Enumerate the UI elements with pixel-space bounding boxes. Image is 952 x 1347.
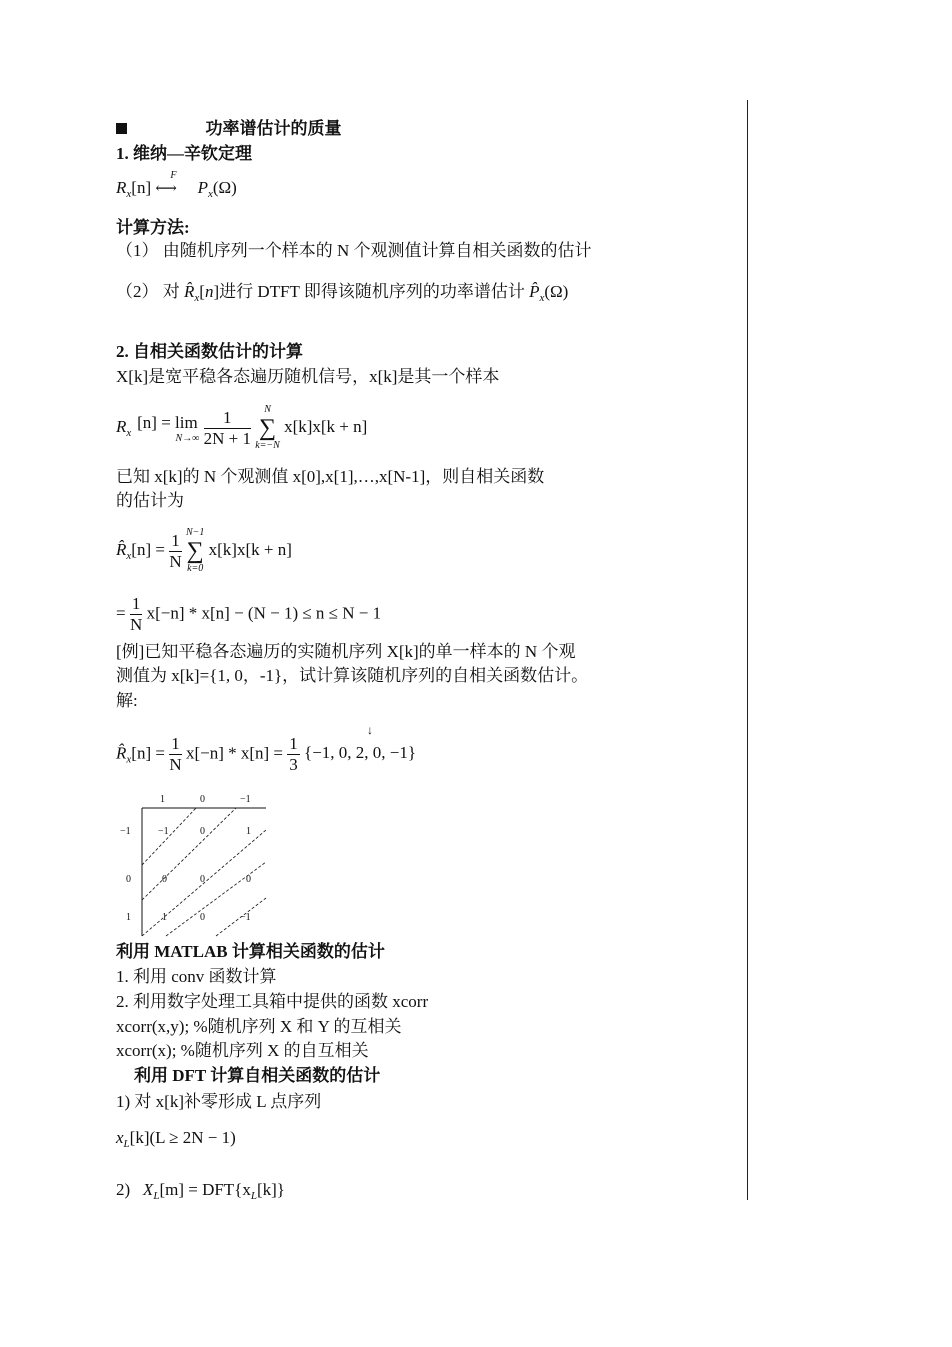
matlab-code-2: xcorr(x); %随机序列 X 的自互相关	[116, 1041, 369, 1060]
method-step-2: （2） 对 $R̂_x[n]$进行 DTFT 即得该随机序列的功率谱估计 $P̂_x(\Omega)$	[116, 282, 569, 304]
method-heading: 计算方法:	[116, 218, 190, 237]
solution-label: 解:	[116, 691, 138, 710]
title-line	[116, 118, 342, 140]
page-title: 功率谱估计的质量	[205, 119, 342, 138]
dft-formula-2: 2) $X_L[m] = DFT\{x_L[k]\}$	[116, 1180, 285, 1202]
grid-cell: 0	[162, 874, 167, 885]
dft-step-1: 1) 对 x[k]补零形成 L 点序列	[116, 1092, 322, 1111]
matlab-heading: 利用 MATLAB 计算相关函数的估计	[116, 942, 385, 961]
section2-intro: X[k]是宽平稳各态遍历随机信号，x[k]是其一个样本	[116, 367, 500, 386]
center-arrow-icon: ↓	[367, 723, 374, 738]
matlab-code-1: xcorr(x,y); %随机序列 X 和 Y 的互相关	[116, 1017, 402, 1036]
grid-cell: 1	[246, 826, 251, 837]
method-step-1: （1） 由随机序列一个样本的 N 个观测值计算自相关函数的估计	[116, 241, 592, 260]
grid-cell: 1	[162, 912, 167, 923]
grid-cell: 0	[200, 874, 205, 885]
wiener-khinchin-relation: $R_x[n]$ F ⟷ $P_x(\Omega)$	[116, 170, 237, 200]
example-line-2: 测值为 x[k]={1, 0，-1}，试计算该随机序列的自相关函数估计。	[116, 666, 589, 685]
margin-rule	[747, 100, 748, 1200]
grid-cell: −1	[240, 912, 251, 923]
known-line-1: 已知 x[k]的 N 个观测值 x[0],x[1],…,x[N-1]，则自相关函数	[116, 467, 545, 486]
grid-cell: 0	[200, 826, 205, 837]
grid-lines	[116, 790, 276, 940]
correlation-grid	[116, 790, 276, 940]
grid-cell: 0	[200, 912, 205, 923]
autocorr-estimate: $R̂_x[n]$ = $\frac{1}{N}$ N−1 ∑ k=0 x[k]x[k + n]	[116, 527, 292, 574]
matlab-item-2: 2. 利用数字处理工具箱中提供的函数 xcorr	[116, 992, 429, 1011]
known-line-2: 的估计为	[116, 491, 184, 510]
section2-heading: 2. 自相关函数估计的计算	[116, 342, 303, 361]
bullet-square-icon	[116, 123, 127, 134]
grid-cell: 0	[246, 874, 251, 885]
double-arrow-icon: ⟷	[155, 181, 177, 198]
autocorr-definition: $R_x$ [n] = lim N→∞ $\frac{1}{2N + 1}$ N ∑ k=−N x[k]x[k + n]	[116, 404, 368, 451]
grid-left-0: −1	[120, 826, 131, 837]
example-line-1: [例]已知平稳各态遍历的实随机序列 X[k]的单一样本的 N 个观	[116, 642, 576, 661]
grid-top-2: −1	[240, 794, 251, 805]
grid-top-0: 1	[160, 794, 165, 805]
fourier-label: F	[170, 170, 177, 182]
grid-left-2: 1	[126, 912, 131, 923]
grid-top-1: 0	[200, 794, 205, 805]
section1-heading: 1. 维纳—辛钦定理	[116, 144, 252, 163]
example-result: $R̂_x[n]$ = $\frac{1}{N}$ x[−n] * x[n] = $\frac{1}{3}$ ↓ {−1, 0, 2, 0, −1}	[116, 723, 417, 774]
matlab-item-1: 1. 利用 conv 函数计算	[116, 967, 277, 986]
grid-left-1: 0	[126, 874, 131, 885]
dft-heading: 利用 DFT 计算自相关函数的估计	[134, 1066, 381, 1085]
grid-cell: −1	[158, 826, 169, 837]
dft-formula-1: $x_L[k](L \ge 2N - 1)$	[116, 1128, 236, 1150]
autocorr-convolution: = $\frac{1}{N}$ x[−n] * x[n] − (N − 1) ≤ n ≤ N − 1	[116, 594, 382, 634]
